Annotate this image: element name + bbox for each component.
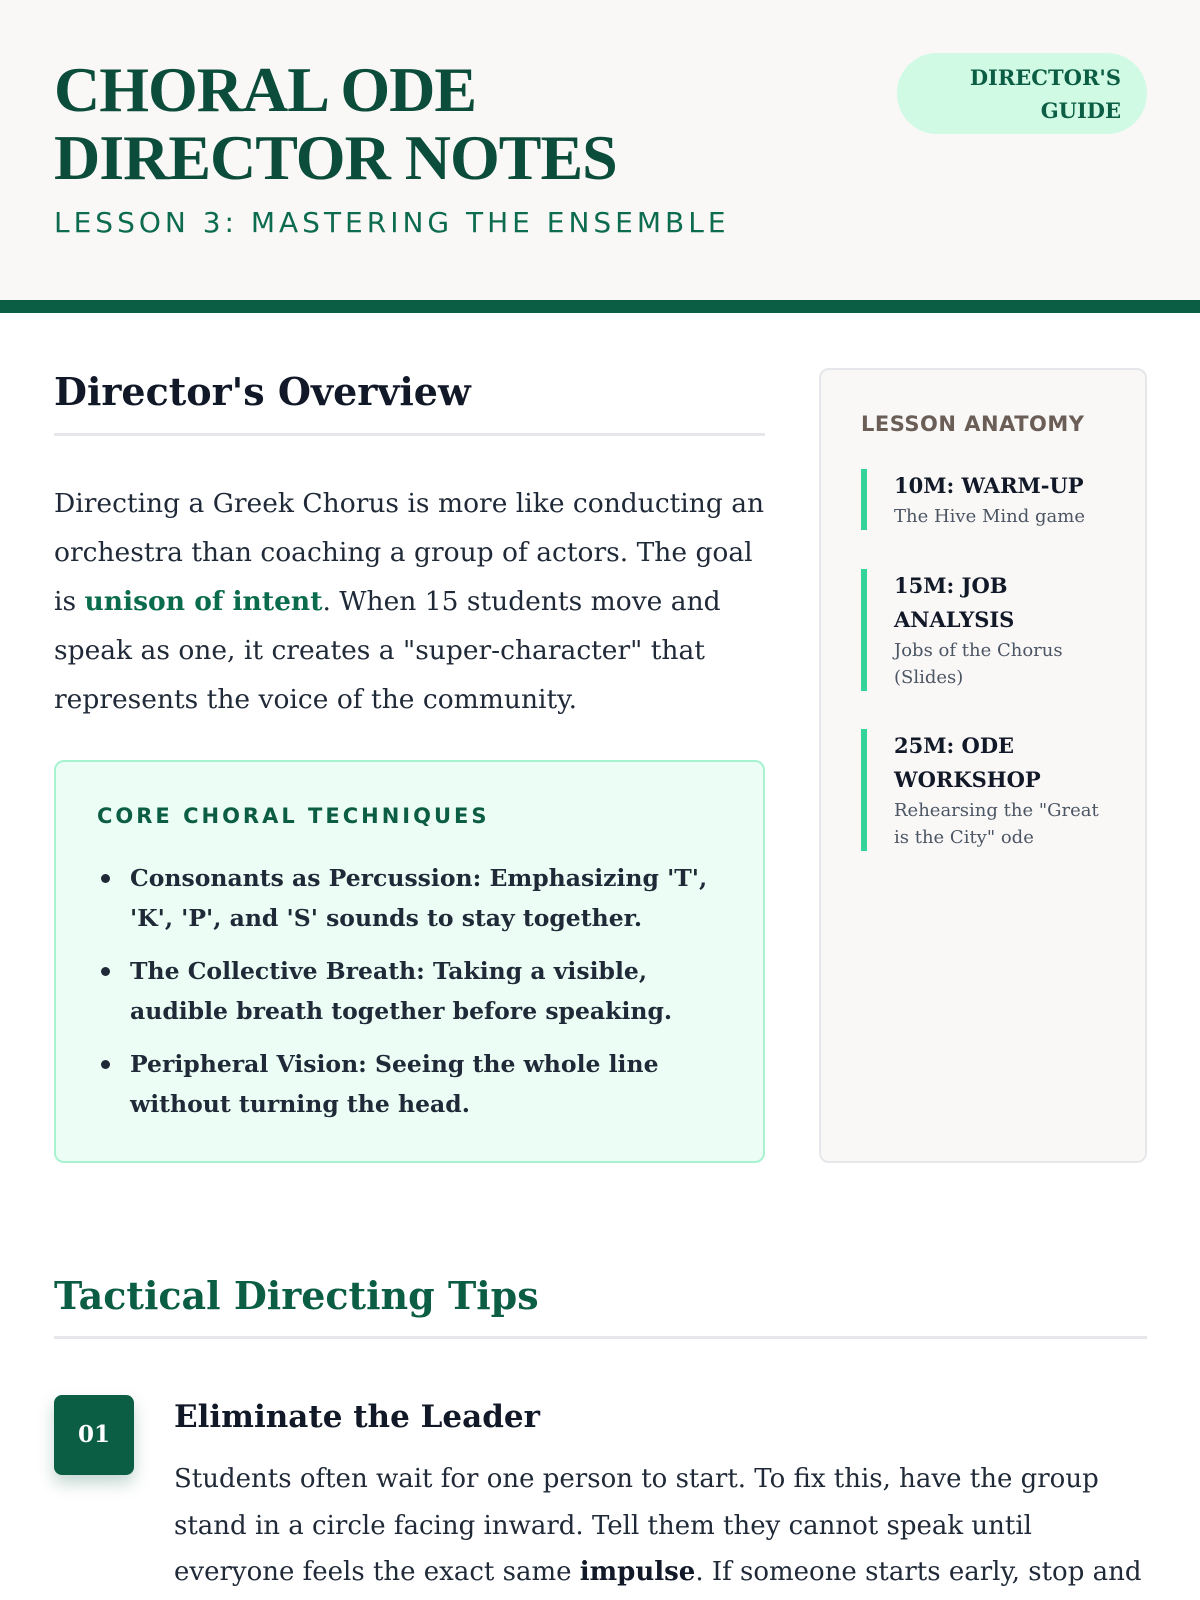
tip-emphasis: impulse <box>579 1557 696 1587</box>
anatomy-item-label: 25M: ODE WORKSHOP <box>894 733 1041 792</box>
anatomy-item-description: Rehearsing the "Great is the City" ode <box>894 800 1099 848</box>
tip-title: Eliminate the Leader <box>174 1399 540 1435</box>
anatomy-item-warm-up <box>861 469 1111 530</box>
technique-item: The Collective Breath: Taking a visible, audible breath together before speaking. <box>97 951 737 1031</box>
core-techniques-list <box>97 858 737 1137</box>
overview-highlight: unison of intent <box>84 586 323 617</box>
core-techniques-card <box>54 760 765 1163</box>
lesson-anatomy-panel <box>819 368 1147 1163</box>
header-divider <box>0 300 1200 313</box>
core-techniques-heading: CORE CHORAL TECHNIQUES <box>97 804 490 828</box>
lesson-subtitle: LESSON 3: MASTERING THE ENSEMBLE <box>54 206 730 239</box>
tip-text-end: . If someone starts early, stop and <box>695 1557 1142 1587</box>
anatomy-item-ode-workshop <box>861 729 1111 851</box>
technique-item: Consonants as Percussion: Emphasizing 'T', 'K', 'P', and 'S' sounds to stay together. <box>97 858 737 938</box>
tip-text-start: Students often wait for one person to start. To fix this, have the group stand in a circle facing inward. Tell them they cannot speak until everyone feels the exact same <box>174 1464 1099 1587</box>
page-title: CHORAL ODE DIRECTOR NOTES <box>54 54 617 193</box>
tip-number-badge: 01 <box>54 1395 134 1475</box>
overview-text-end: . When 15 students move and speak as one, it creates a "super-character" that represents the voice of the community. <box>54 586 721 715</box>
anatomy-item-description: The Hive Mind game <box>894 506 1085 527</box>
lesson-anatomy-heading: LESSON ANATOMY <box>861 412 1085 436</box>
anatomy-item-label: 15M: JOB ANALYSIS <box>894 573 1015 632</box>
anatomy-item-description: Jobs of the Chorus (Slides) <box>894 640 1063 688</box>
page-header <box>0 0 1200 300</box>
overview-text-start: Directing a Greek Chorus is more like conducting an orchestra than coaching a group of actors. The goal is <box>54 488 765 617</box>
tips-divider <box>54 1336 1147 1339</box>
anatomy-item-job-analysis <box>861 569 1111 691</box>
tip-body <box>174 1456 1149 1596</box>
overview-heading: Director's Overview <box>54 369 471 414</box>
tips-heading: Tactical Directing Tips <box>54 1273 539 1318</box>
anatomy-item-label: 10M: WARM-UP <box>894 473 1084 498</box>
directors-guide-badge: DIRECTOR'S GUIDE <box>897 53 1147 134</box>
overview-divider <box>54 433 765 436</box>
overview-paragraph <box>54 479 774 724</box>
technique-item: Peripheral Vision: Seeing the whole line without turning the head. <box>97 1044 737 1124</box>
